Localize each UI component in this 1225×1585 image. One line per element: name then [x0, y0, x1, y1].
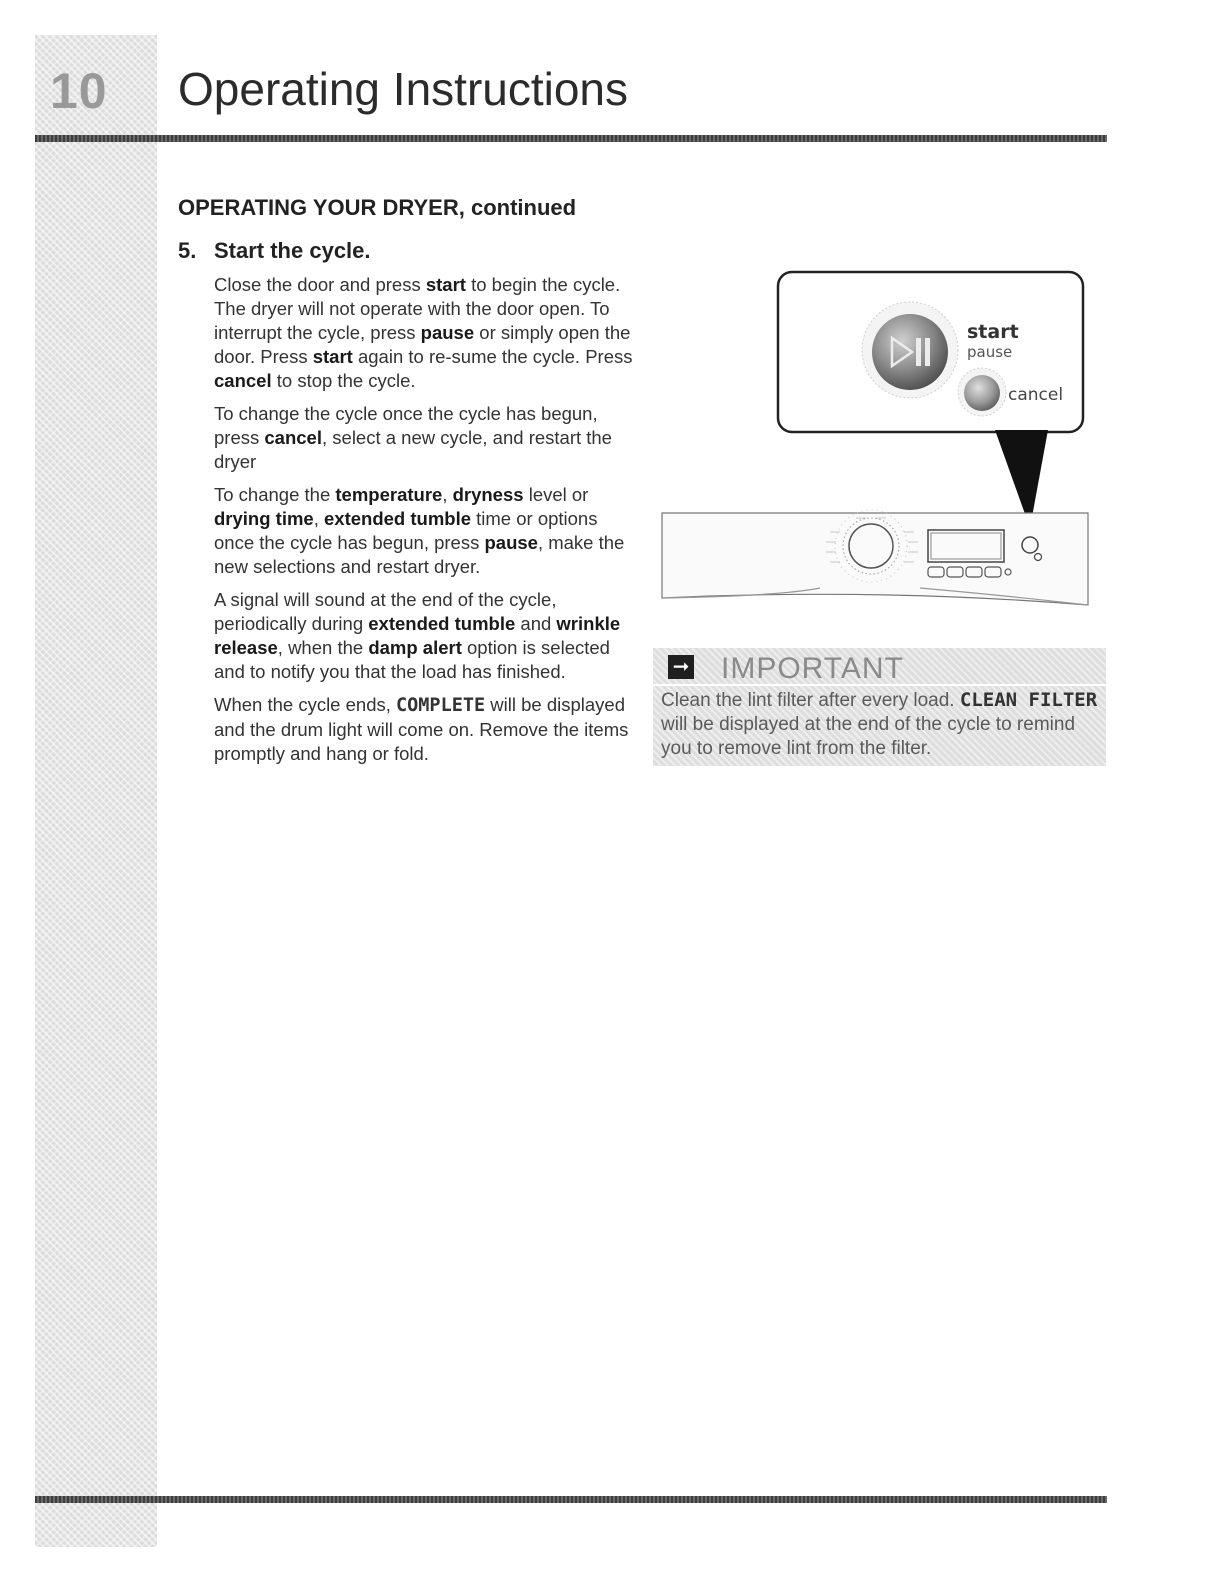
paragraph-start-cycle: Close the door and press start to begin the cycle. The dryer will not operate with the door open. To interrupt the cycle, press pause or simply open the door. Press start again to re-sume the cycle. Press cancel to stop the cycle.: [214, 274, 633, 391]
paragraph-change-settings: To change the temperature, dryness level or drying time, extended tumble time or options once the cycle has begun, press pause, make the new selections and restart dryer.: [214, 484, 625, 577]
step-title: Start the cycle.: [214, 238, 371, 263]
keyword-pause: pause: [420, 322, 475, 343]
important-notice: [653, 648, 1106, 766]
page-title: Operating Instructions: [178, 63, 629, 115]
side-strip: [35, 35, 157, 1547]
dryer-panel: [662, 510, 1088, 605]
keyword-start: start: [425, 274, 466, 295]
step-heading: [178, 238, 371, 264]
keyword-cancel: cancel: [214, 370, 272, 391]
control-panel-illustration: [660, 270, 1100, 610]
pause-label: pause: [967, 343, 1013, 361]
header-rule: [35, 135, 1107, 142]
important-title: IMPORTANT: [721, 652, 904, 685]
start-label: start: [967, 321, 1019, 343]
keyword-start: start: [312, 346, 353, 367]
cancel-button: [964, 375, 1000, 411]
display-text-clean-filter: CLEAN FILTER: [959, 689, 1098, 711]
section-heading: OPERATING YOUR DRYER, continued: [178, 195, 577, 220]
important-header: [653, 648, 1106, 686]
important-text: Clean the lint filter after every load. CLEAN FILTER will be displayed at the end of the cycle to remind you to remove lint from the filter.: [661, 689, 1098, 759]
paragraph-cycle-ends: When the cycle ends, COMPLETE will be displayed and the drum light will come on. Remove the items promptly and hang or fold.: [214, 694, 629, 764]
cancel-label: cancel: [1008, 385, 1064, 405]
paragraph-signal: A signal will sound at the end of the cycle, periodically during extended tumble and wrinkle release, when the damp alert option is selected and to notify you that the load has finished.: [214, 589, 621, 682]
paragraph-change-cycle: To change the cycle once the cycle has begun, press cancel, select a new cycle, and restart the dryer: [214, 403, 612, 472]
page-number: 10: [50, 63, 108, 119]
arrow-right-icon: ➞: [668, 655, 694, 679]
keyword-cancel: cancel: [264, 427, 322, 448]
display-text-complete: COMPLETE: [396, 695, 486, 716]
footer-rule: [35, 1496, 1107, 1503]
instructions-column: [214, 273, 634, 775]
step-number: 5.: [178, 238, 197, 263]
